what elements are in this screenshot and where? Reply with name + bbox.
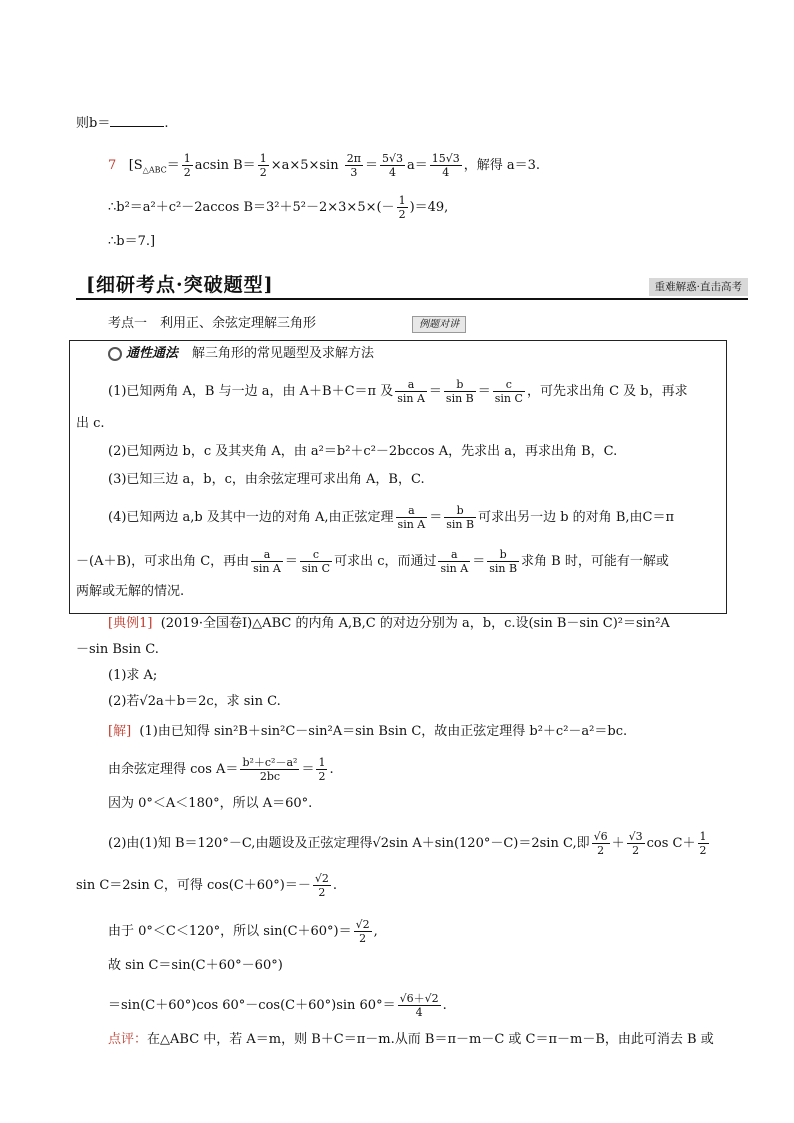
text: ＝ — [166, 158, 180, 173]
text: [S — [128, 158, 143, 173]
text: 故 sin C＝sin(C＋60°－60°) — [108, 958, 283, 973]
text: 因为 0°＜A＜180°，所以 A＝60°. — [108, 796, 313, 811]
box-title — [108, 344, 374, 364]
num: √2 — [314, 872, 329, 885]
topic-title: 考点一 利用正、余弦定理解三角形 — [108, 316, 317, 331]
num: b — [487, 548, 519, 562]
fraction — [398, 992, 441, 1019]
text: ＝ — [477, 384, 491, 399]
num: √3 — [628, 830, 643, 843]
num: 2π — [346, 152, 361, 165]
den: sin A — [397, 518, 426, 531]
text: a＋b＝2c，求 sin C. — [156, 694, 281, 709]
text: cos C＋ — [646, 836, 696, 851]
text: ＝ — [429, 510, 443, 525]
fraction — [354, 918, 372, 945]
den: sin C — [494, 392, 523, 405]
gear-icon — [108, 347, 122, 361]
sqrt: √ 2 — [139, 694, 156, 709]
text: a＝ — [407, 158, 428, 173]
text: . — [442, 998, 447, 1013]
num: c — [493, 378, 525, 392]
solution-line-2 — [108, 194, 448, 221]
text: 在△ABC 中，若 A＝m，则 B＋C＝π－m.从而 B＝π－m－C 或 C＝π－m－B，由此可消去 B 或 — [147, 1032, 714, 1047]
method-4-cont — [76, 548, 669, 575]
text: sin A＋sin(120°－C)＝2sin C,即 — [389, 836, 590, 851]
den: sin B — [489, 562, 518, 575]
text: (2)由(1)知 B＝120°－C,由题设及正弦定理得 — [108, 836, 373, 851]
num: b²＋c²－a² — [242, 756, 298, 769]
problem-tail — [76, 114, 168, 134]
num: b — [444, 504, 476, 518]
text: △ABC — [142, 165, 167, 175]
text: ＝ — [364, 158, 378, 173]
fraction — [316, 756, 327, 783]
text: (3)已知三边 a，b，c，由余弦定理可求出角 A，B，C. — [108, 472, 425, 487]
fraction — [493, 378, 525, 405]
note-line — [108, 1030, 714, 1050]
text: ∴b＝7.] — [108, 234, 156, 249]
text: , — [373, 924, 378, 939]
text: 两解或无解的情况. — [76, 584, 185, 599]
num: a — [438, 548, 470, 562]
text: 由于 0°＜C＜120°，所以 sin(C＋60°)＝ — [108, 924, 352, 939]
fraction — [258, 152, 269, 179]
den: sin B — [446, 518, 475, 531]
den: sin A — [253, 562, 281, 575]
text: acsin B＝ — [194, 158, 256, 173]
den: sin A — [440, 562, 469, 575]
text: (4)已知两边 a,b 及其中一边的对角 A,由正弦定理 — [108, 510, 394, 525]
num: √6＋√2 — [399, 992, 439, 1005]
num: 1 — [318, 756, 326, 769]
num: 1 — [259, 152, 267, 165]
text: . — [332, 878, 338, 893]
text: ＝sin(C＋60°)cos 60°－cos(C＋60°)sin 60°＝ — [108, 998, 396, 1013]
solution-2 — [108, 756, 334, 783]
topic-badge: 例题对讲 — [412, 316, 466, 333]
fraction — [487, 548, 519, 575]
text: (2019·全国卷Ⅰ)△ABC 的内角 A,B,C 的对边分别为 a，b，c.设(sin B－sin C)²＝sin²A — [160, 616, 670, 631]
den: 2 — [597, 844, 605, 857]
text: . — [164, 116, 169, 131]
text: ×a×5×sin — [270, 158, 339, 173]
den: 2 — [183, 166, 191, 179]
method-4 — [108, 504, 674, 531]
solution-7 — [108, 956, 283, 976]
den: 4 — [442, 166, 450, 179]
num: b — [444, 378, 476, 392]
num: 1 — [183, 152, 191, 165]
method-2 — [108, 442, 617, 462]
fraction — [345, 152, 363, 179]
note-label: 点评： — [108, 1032, 148, 1047]
example-line-2 — [76, 640, 159, 660]
fraction — [592, 830, 610, 857]
solution-1 — [108, 722, 627, 742]
solution-line-3 — [108, 232, 155, 252]
method-1-cont — [76, 414, 105, 434]
fraction — [698, 830, 709, 857]
solution-3 — [108, 794, 312, 814]
den: 4 — [415, 1006, 423, 1019]
solution-8 — [108, 992, 447, 1019]
text: 则b＝ — [76, 116, 111, 131]
den: sin C — [301, 562, 331, 575]
solution-label: [解] — [108, 724, 132, 739]
divider — [76, 298, 748, 300]
solution-5 — [76, 872, 337, 899]
text: 由余弦定理得 cos A＝ — [108, 762, 239, 777]
section-heading — [76, 272, 748, 298]
num: c — [300, 548, 332, 562]
fraction — [397, 194, 408, 221]
den: sin A — [397, 392, 425, 405]
section-tag: 重难解惑·直击高考 — [649, 278, 748, 296]
example-line-1 — [108, 614, 670, 634]
fraction — [396, 504, 428, 531]
num: √2 — [355, 918, 370, 931]
num: √6 — [593, 830, 608, 843]
text: (1)已知两角 A，B 与一边 a，由 A＋B＋C＝π 及 — [108, 384, 394, 399]
text: 求角 B 时，可能有一解或 — [521, 554, 669, 569]
text: ＋ — [611, 836, 625, 851]
den: sin B — [445, 392, 474, 405]
num: a — [395, 378, 427, 392]
den: 2 — [359, 932, 367, 945]
text: (1)求 A; — [108, 668, 158, 683]
num: a — [396, 504, 428, 518]
solution-4 — [108, 830, 711, 857]
num: a — [251, 548, 283, 562]
text: sin C＝2sin C，可得 cos(C＋60°)＝－ — [76, 878, 311, 893]
num: 1 — [699, 830, 707, 843]
fraction — [444, 504, 476, 531]
fraction — [438, 548, 470, 575]
answer-blank — [110, 114, 164, 127]
den: 2 — [259, 166, 267, 179]
text: (1)由已知得 sin²B＋sin²C－sin²A＝sin Bsin C，故由正弦定理得 b²＋c²－a²＝bc. — [139, 724, 628, 739]
fraction — [182, 152, 193, 179]
den: 2 — [398, 208, 406, 221]
fraction — [627, 830, 645, 857]
sqrt: √ 2 — [372, 836, 389, 851]
text: ，解得 a＝3. — [463, 158, 541, 173]
text: ＝ — [301, 762, 315, 777]
answer-number: 7 — [108, 158, 117, 173]
text: . — [329, 762, 334, 777]
fraction — [300, 548, 332, 575]
den: 2 — [318, 886, 326, 899]
den: 2 — [318, 770, 326, 783]
method-1 — [108, 378, 688, 405]
fraction — [251, 548, 283, 575]
text: ，可先求出角 C 及 b，再求 — [526, 384, 688, 399]
solution-6 — [108, 918, 378, 945]
text: 可求出另一边 b 的对角 B,由C＝π — [478, 510, 674, 525]
text: ＝ — [428, 384, 442, 399]
num: 5√3 — [381, 152, 403, 165]
text: －(A＋B)，可求出角 C，再由 — [76, 554, 250, 569]
den: 3 — [350, 166, 358, 179]
text: 可求出 c，而通过 — [334, 554, 437, 569]
num: 1 — [398, 194, 406, 207]
fraction — [430, 152, 462, 179]
question-1 — [108, 666, 157, 686]
method-3 — [108, 470, 425, 490]
text: ＝ — [472, 554, 486, 569]
den: 2 — [632, 844, 640, 857]
fraction — [313, 872, 331, 899]
den: 4 — [388, 166, 396, 179]
box-title-bold: 通性通法 — [126, 346, 179, 361]
question-2 — [108, 692, 281, 712]
text: )＝49, — [409, 200, 449, 215]
fraction — [444, 378, 476, 405]
fraction — [395, 378, 427, 405]
text: －sin Bsin C. — [76, 642, 159, 657]
den: 2 — [699, 844, 707, 857]
solution-line-1 — [108, 152, 540, 181]
method-4-end — [76, 582, 184, 602]
text: 出 c. — [76, 416, 105, 431]
text: ∴b²＝a²＋c²－2accos B＝3²＋5²－2×3×5×(－ — [108, 200, 395, 215]
box-title-text: 解三角形的常见题型及求解方法 — [192, 346, 375, 361]
text: (2)已知两边 b，c 及其夹角 A，由 a²＝b²＋c²－2bccos A，先求出 a，再求出角 B，C. — [108, 444, 618, 459]
section-title: [细研考点·突破题型] — [86, 274, 274, 296]
text: (2)若 — [108, 694, 140, 709]
den: 2bc — [259, 770, 281, 783]
text: ＝ — [284, 554, 298, 569]
topic-line — [108, 314, 466, 334]
num: 15√3 — [431, 152, 460, 165]
fraction — [380, 152, 405, 179]
example-label: [典例1] — [108, 616, 153, 631]
fraction — [240, 756, 299, 783]
